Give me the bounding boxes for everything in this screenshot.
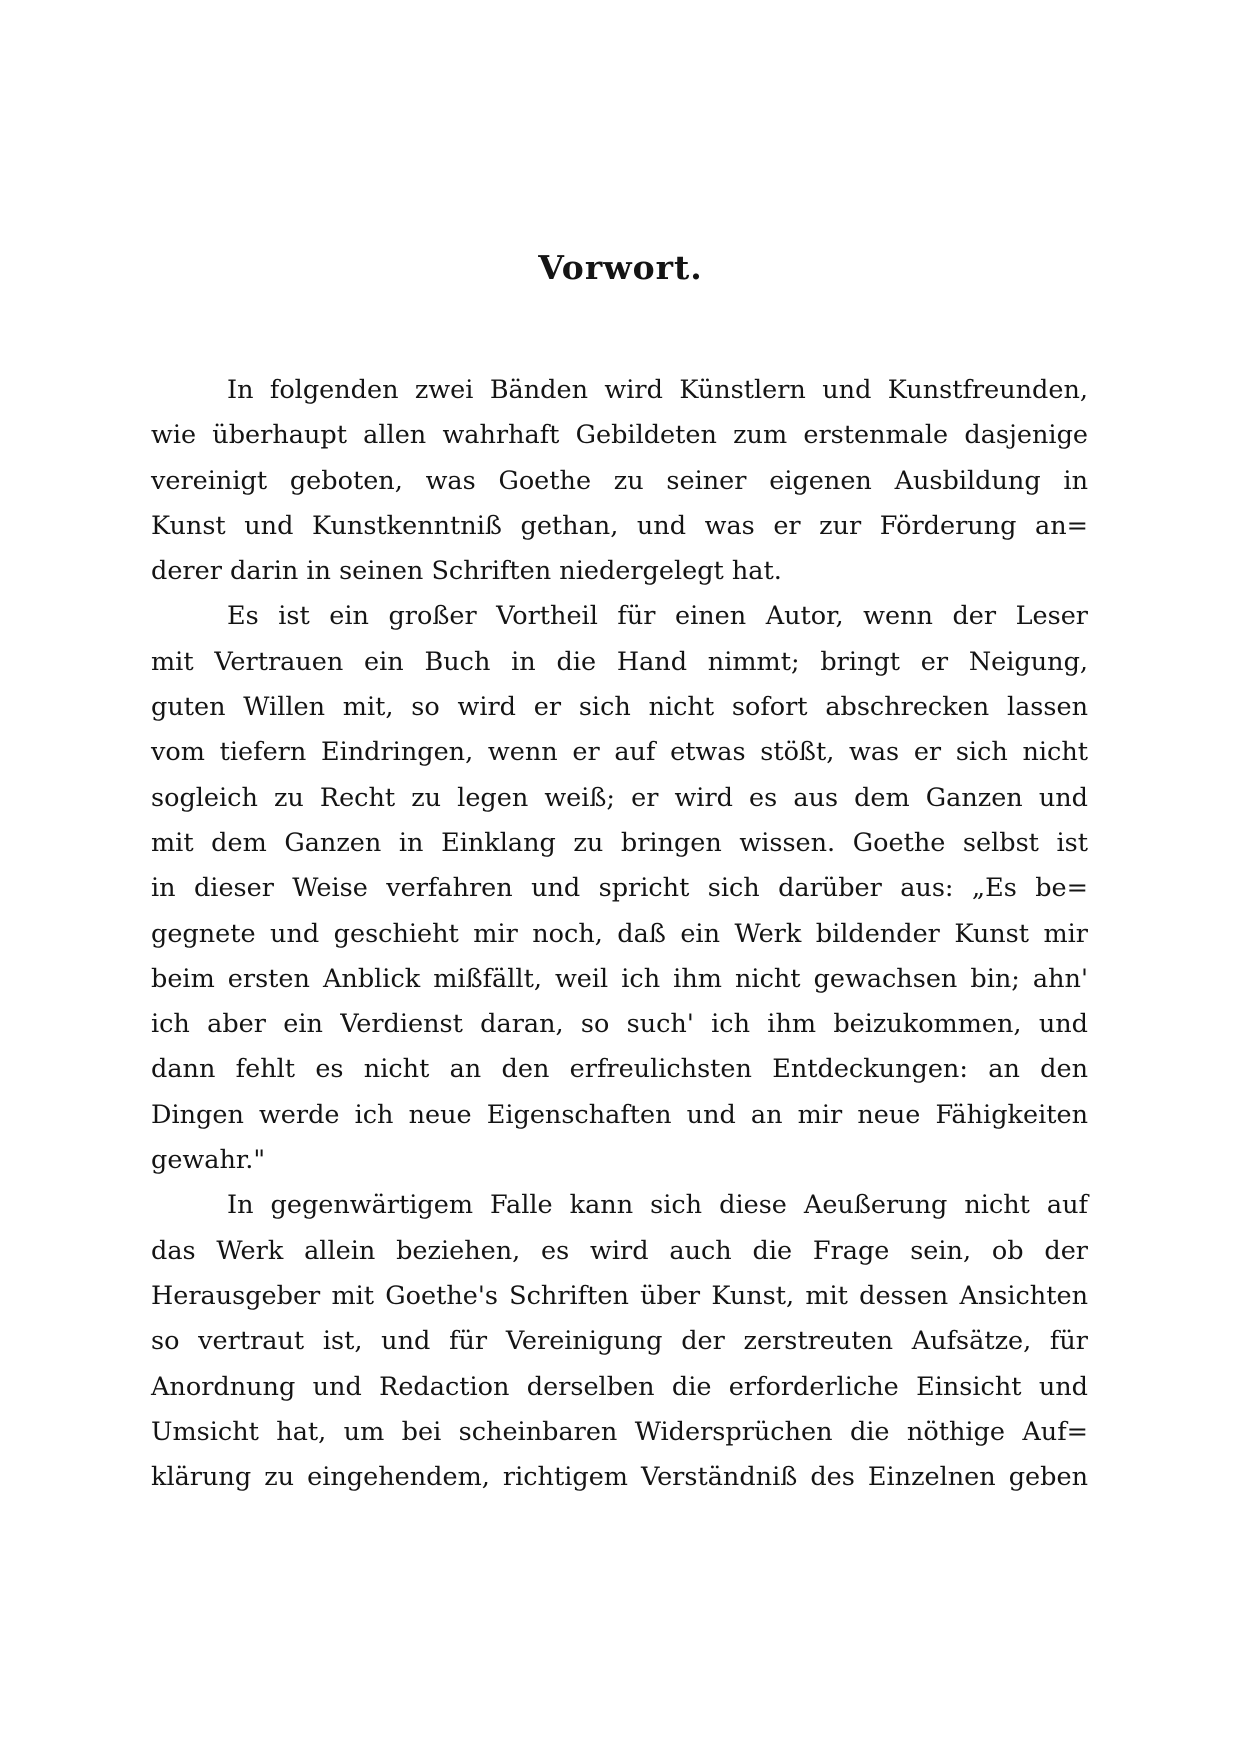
- text-line: ich aber ein Verdienst daran, so such' ich ihm beizukommen, und: [151, 1009, 1088, 1040]
- text-line: In gegenwärtigem Falle kann sich diese Aeußerung nicht auf: [227, 1190, 1088, 1221]
- text-line: vom tiefern Eindringen, wenn er auf etwas stößt, was er sich nicht: [151, 737, 1088, 768]
- text-line: mit dem Ganzen in Einklang zu bringen wissen. Goethe selbst ist: [151, 827, 1088, 858]
- text-line: derer darin in seinen Schriften niedergelegt hat.: [151, 556, 782, 587]
- text-line: In folgenden zwei Bänden wird Künstlern und Kunstfreunden,: [227, 375, 1088, 405]
- text-line: sogleich zu Recht zu legen weiß; er wird es aus dem Ganzen und: [151, 782, 1088, 813]
- text-line: Es ist ein großer Vortheil für einen Autor, wenn der Leser: [227, 601, 1088, 632]
- text-line: gegnete und geschieht mir noch, daß ein Werk bildender Kunst mir: [151, 918, 1088, 949]
- text-line: wie überhaupt allen wahrhaft Gebildeten zum erstenmale dasjenige: [151, 420, 1088, 451]
- text-line: Dingen werde ich neue Eigenschaften und an mir neue Fähigkeiten: [151, 1099, 1088, 1130]
- text-line: in dieser Weise verfahren und spricht sich darüber aus: „Es be=: [151, 873, 1088, 904]
- text-line: beim ersten Anblick mißfällt, weil ich ihm nicht gewachsen bin; ahn': [151, 963, 1088, 994]
- body-text: [151, 368, 1088, 1500]
- text-line: klärung zu eingehendem, richtigem Verständniß des Einzelnen geben: [151, 1462, 1088, 1493]
- text-line: das Werk allein beziehen, es wird auch die Frage sein, ob der: [151, 1235, 1088, 1266]
- text-line: Herausgeber mit Goethe's Schriften über Kunst, mit dessen Ansichten: [151, 1280, 1088, 1311]
- text-line: guten Willen mit, so wird er sich nicht sofort abschrecken lassen: [151, 692, 1088, 723]
- page-title: Vorwort.: [538, 248, 703, 287]
- text-line: mit Vertrauen ein Buch in die Hand nimmt; bringt er Neigung,: [151, 646, 1088, 677]
- text-line: Umsicht hat, um bei scheinbaren Widersprüchen die nöthige Auf=: [151, 1416, 1088, 1447]
- text-line: vereinigt geboten, was Goethe zu seiner eigenen Ausbildung in: [151, 465, 1088, 496]
- text-line: dann fehlt es nicht an den erfreulichsten Entdeckungen: an den: [151, 1054, 1088, 1085]
- text-line: Anordnung und Redaction derselben die erforderliche Einsicht und: [151, 1371, 1088, 1402]
- text-line: so vertraut ist, und für Vereinigung der zerstreuten Aufsätze, für: [151, 1326, 1088, 1357]
- text-line: gewahr.": [151, 1145, 266, 1176]
- text-line: Kunst und Kunstkenntniß gethan, und was er zur Förderung an=: [151, 510, 1088, 541]
